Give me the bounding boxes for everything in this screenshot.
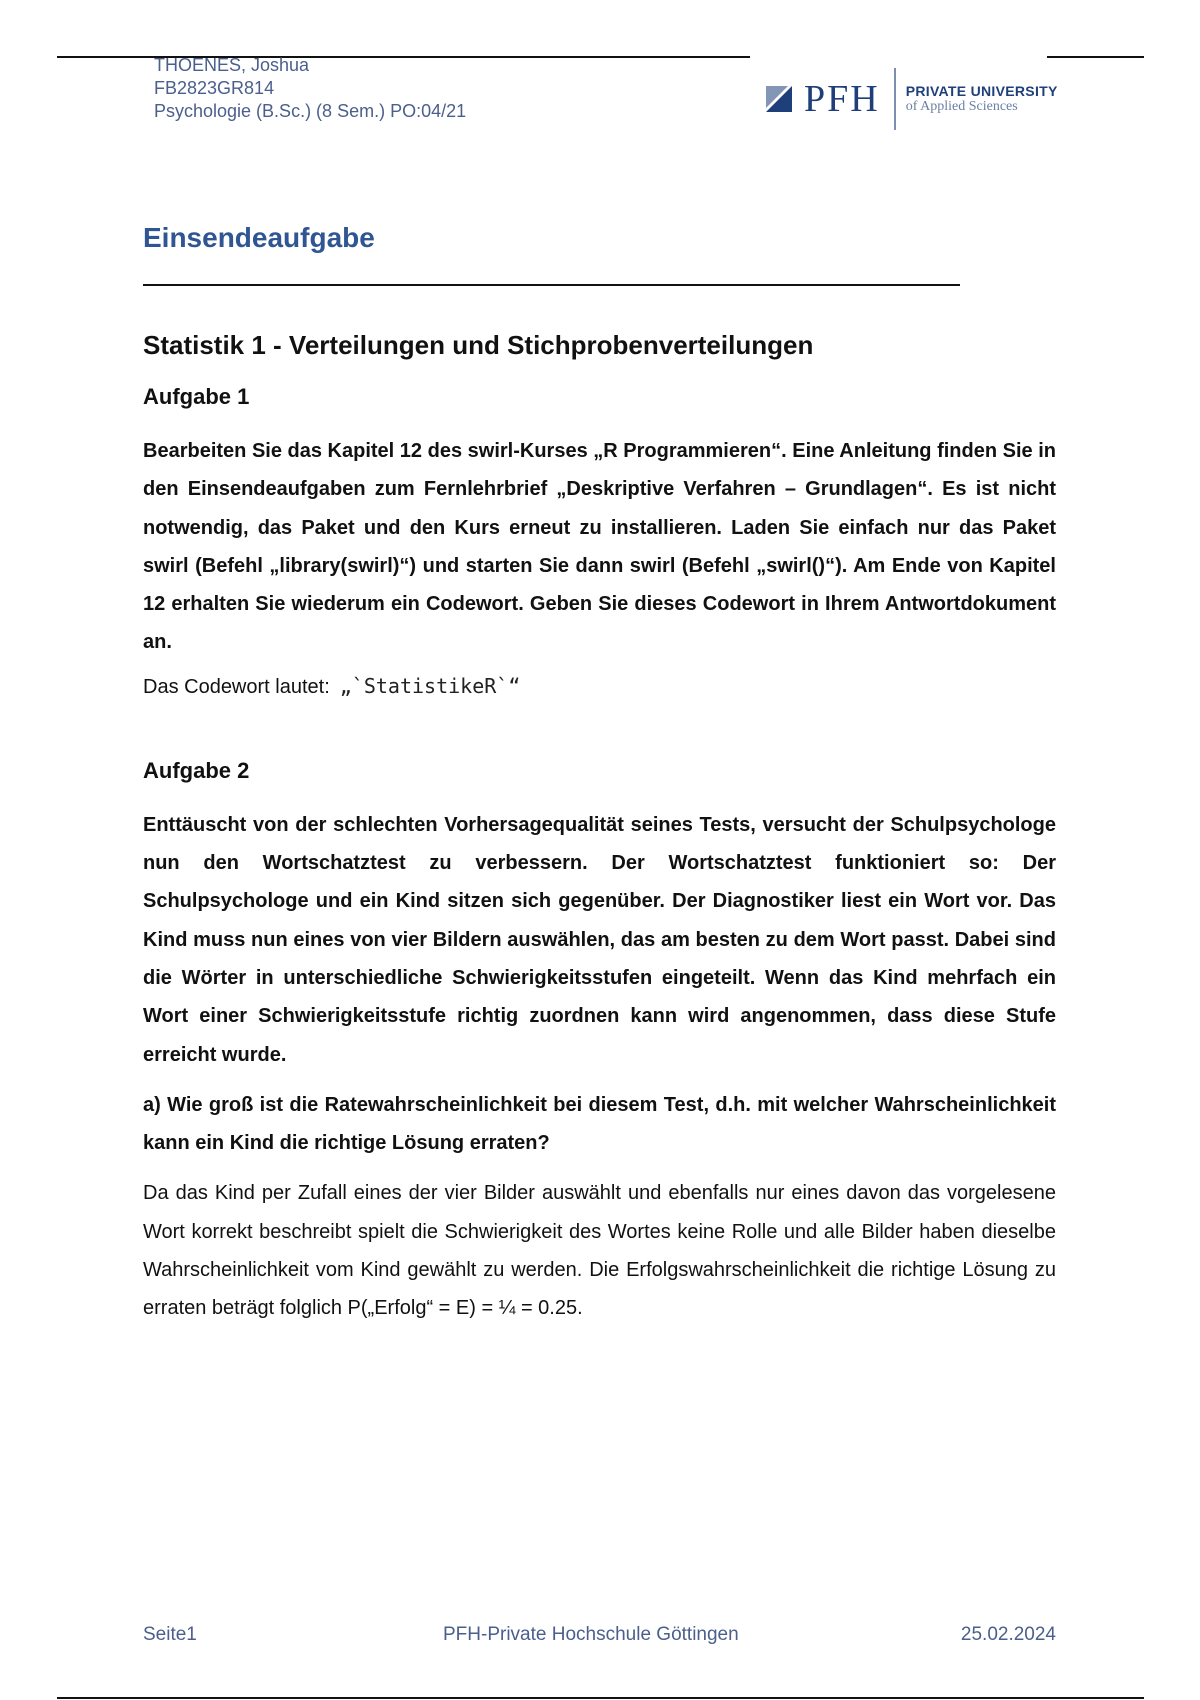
student-id: FB2823GR814 (154, 78, 275, 98)
task2-heading: Aufgabe 2 (143, 757, 250, 783)
codeword-value: „`StatistikeR`“ (339, 673, 521, 698)
logo-divider (894, 68, 896, 130)
student-header (154, 54, 466, 123)
pfh-logo-icon (766, 86, 792, 112)
footer-rule (57, 1697, 1144, 1699)
university-logo (766, 68, 1058, 130)
student-name: THOENES, Joshua (154, 55, 310, 75)
document-title: Einsendeaufgabe (143, 222, 375, 253)
task1-heading: Aufgabe 1 (143, 384, 250, 409)
course-title: Statistik 1 - Verteilungen und Stichprobenverteilungen (143, 330, 814, 360)
codeword-line (143, 674, 1056, 699)
codeword-label: Das Codewort lautet: (143, 675, 330, 698)
title-rule (143, 284, 960, 286)
footer-institution: PFH-Private Hochschule Göttingen (443, 1624, 739, 1645)
logo-line2: of Applied Sciences (905, 99, 1018, 114)
header-rule-right (1047, 56, 1144, 58)
logo-name: PFH (804, 78, 880, 120)
document-body (143, 330, 1056, 1328)
task2-intro: Enttäuscht von der schlechten Vorhersagequalität seines Tests, versucht der Schulpsychologe nun den Wortschatztest zu verbessern. Der Wortschatztest funktioniert so: Der Schulpsychologe und ein Kind sitzen sich gegenüber. Der Diagnostiker liest ein Wort vor. Das Kind muss nun eines von vier Bildern auswählen, das am besten zu dem Wort passt. Dabei sind die Wörter in unterschiedliche Schwierigkeitsstufen eingeteilt. Wenn das Kind mehrfach ein Wort einer Schwierigkeitsstufe richtig zuordnen kann wird angenommen, dass diese Stufe erreicht wurde. (143, 813, 1056, 1066)
footer-date: 25.02.2024 (960, 1624, 1056, 1645)
page-number: Seite1 (143, 1624, 197, 1645)
logo-line1: PRIVATE UNIVERSITY (905, 83, 1058, 99)
task1-instruction: Bearbeiten Sie das Kapitel 12 des swirl-Kurses „R Programmieren“. Eine Anleitung finden Sie in den Einsendeaufgaben zum Fernlehrbrief „Deskriptive Verfahren – Grundlagen“. Es ist nicht notwendig, das Paket und den Kurs erneut zu installieren. Laden Sie einfach nur das Paket swirl (Befehl „library(swirl)“) und starten Sie dann swirl (Befehl „swirl()“). Am Ende von Kapitel 12 erhalten Sie wiederum ein Codewort. Geben Sie dieses Codewort in Ihrem Antwortdokument an. (143, 440, 1056, 654)
study-program: Psychologie (B.Sc.) (8 Sem.) PO:04/21 (154, 101, 467, 121)
task2-question-a: a) Wie groß ist die Ratewahrscheinlichkeit bei diesem Test, d.h. mit welcher Wahrscheinlichkeit kann ein Kind die richtige Lösung erraten? (143, 1093, 1056, 1155)
logo-subtitle (906, 83, 1058, 115)
task2-answer-a: Da das Kind per Zufall eines der vier Bilder auswählt und ebenfalls nur eines davon das vorgelesene Wort korrekt beschreibt spielt die Schwierigkeit des Wortes keine Rolle und alle Bilder haben dieselbe Wahrscheinlichkeit vom Kind gewählt zu werden. Die Erfolgswahrscheinlichkeit die richtige Lösung zu erraten beträgt folglich P(„Erfolg“ = E) = ¼ = 0.25. (143, 1182, 1056, 1320)
